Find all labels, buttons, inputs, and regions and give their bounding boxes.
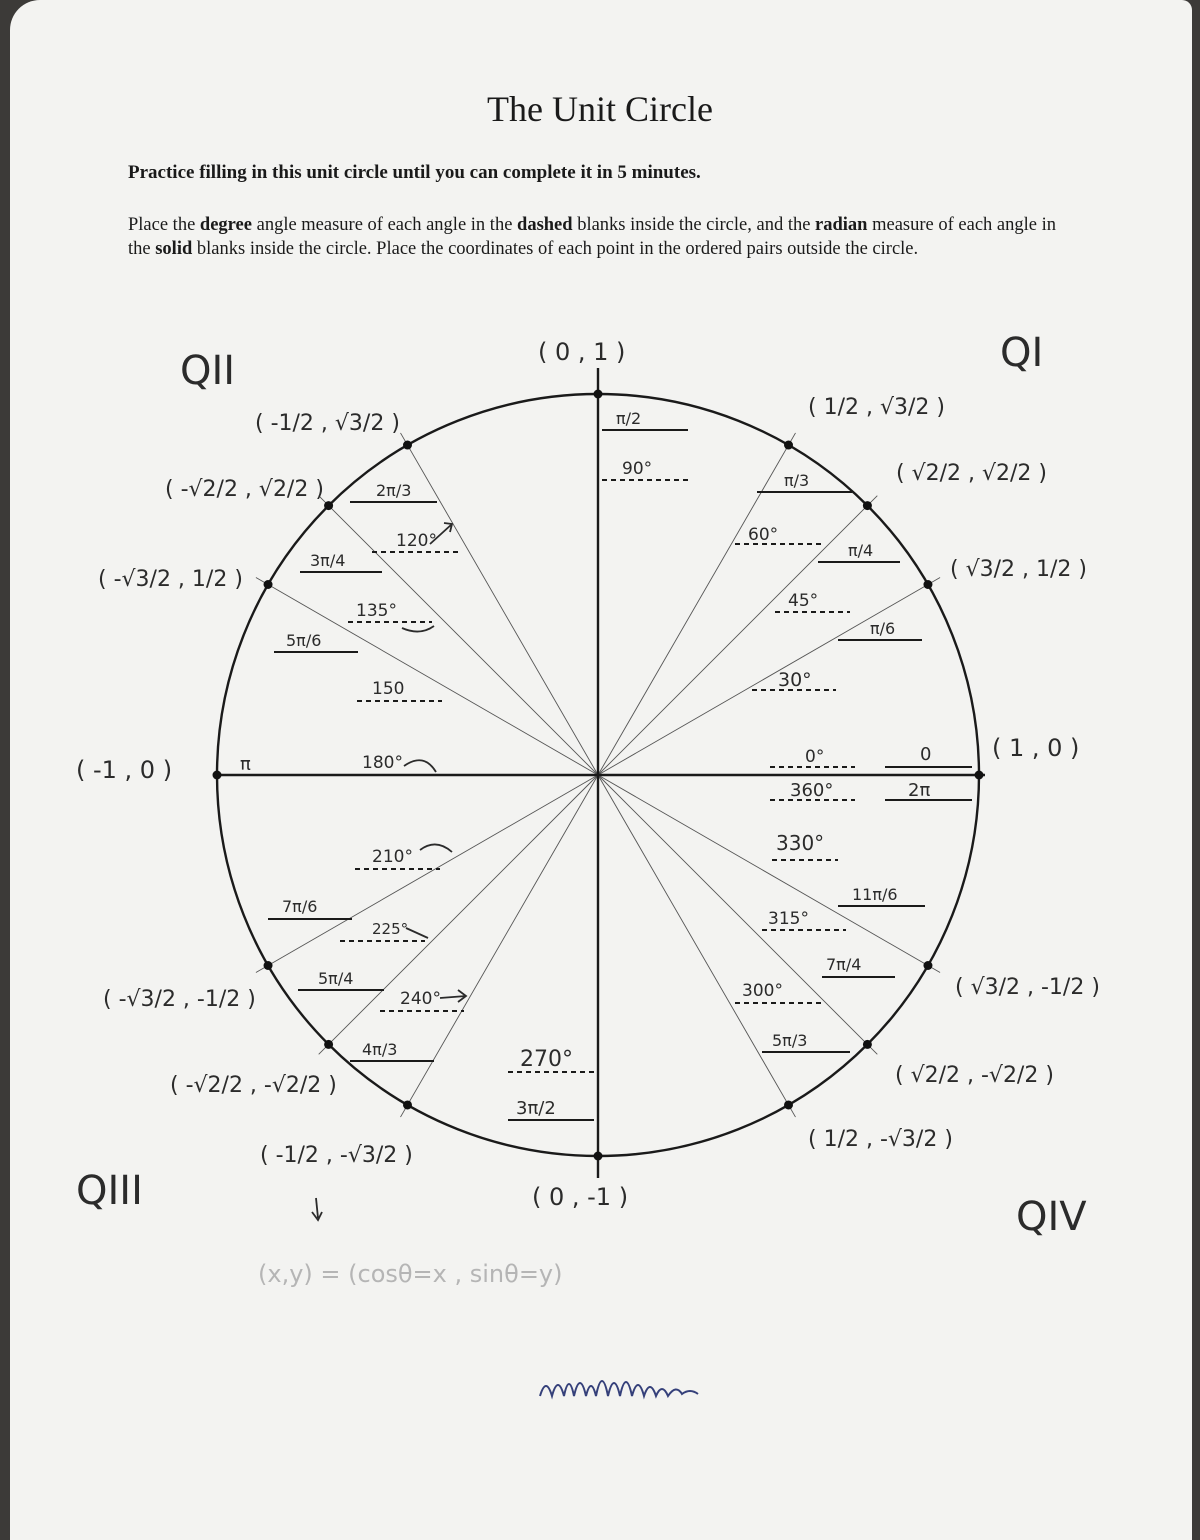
degree-225: 225° bbox=[372, 920, 409, 938]
radian-330: 11π/6 bbox=[852, 885, 898, 904]
degree-360: 360° bbox=[790, 780, 834, 801]
radian-300: 5π/3 bbox=[772, 1031, 808, 1050]
radian-0: 0 bbox=[920, 744, 932, 765]
degree-315: 315° bbox=[768, 909, 809, 929]
coord-180: ( -1 , 0 ) bbox=[76, 756, 173, 784]
coord-225: ( -√2/2 , -√2/2 ) bbox=[170, 1073, 337, 1098]
coord-60: ( 1/2 , √3/2 ) bbox=[808, 395, 945, 420]
page-title: The Unit Circle bbox=[487, 89, 713, 129]
arrow-icon bbox=[312, 1198, 322, 1220]
coord-45: ( √2/2 , √2/2 ) bbox=[896, 461, 1047, 486]
quadrant-label-q1: QI bbox=[1000, 330, 1044, 376]
instr-text: angle measure of each angle in the bbox=[251, 215, 518, 235]
radian-270: 3π/2 bbox=[516, 1098, 556, 1119]
coord-240: ( -1/2 , -√3/2 ) bbox=[260, 1143, 413, 1168]
coord-135: ( -√2/2 , √2/2 ) bbox=[165, 477, 324, 502]
radian-120: 2π/3 bbox=[376, 481, 412, 500]
quadrant-label-q3: QIII bbox=[76, 1168, 143, 1214]
coord-30: ( √3/2 , 1/2 ) bbox=[950, 557, 1087, 582]
degree-240: 240° bbox=[400, 989, 441, 1009]
coord-150: ( -√3/2 , 1/2 ) bbox=[98, 567, 243, 592]
degree-45: 45° bbox=[788, 591, 819, 611]
coord-315: ( √2/2 , -√2/2 ) bbox=[895, 1063, 1054, 1088]
arrow-icon bbox=[406, 928, 428, 938]
instr-bold-solid: solid bbox=[155, 238, 193, 259]
spoke-60 bbox=[598, 433, 796, 775]
point-90 bbox=[594, 390, 603, 399]
coord-90: ( 0 , 1 ) bbox=[538, 338, 626, 366]
coord-270: ( 0 , -1 ) bbox=[532, 1183, 629, 1211]
radian-180: π bbox=[240, 754, 251, 775]
radian-315: 7π/4 bbox=[826, 955, 862, 974]
spoke-225 bbox=[319, 775, 598, 1054]
instr-text: measure of each angle in the bbox=[128, 215, 1056, 259]
coord-0: ( 1 , 0 ) bbox=[992, 734, 1080, 762]
instr-bold-degree: degree bbox=[199, 215, 252, 235]
arrow-icon bbox=[420, 844, 452, 852]
point-225 bbox=[324, 1040, 333, 1049]
spoke-300 bbox=[598, 775, 796, 1117]
point-300 bbox=[784, 1100, 793, 1109]
arrow-icon bbox=[440, 990, 466, 1002]
spoke-120 bbox=[401, 433, 599, 775]
radian-225: 5π/4 bbox=[318, 969, 354, 988]
instr-bold-dashed: dashed bbox=[517, 215, 573, 235]
point-315 bbox=[863, 1040, 872, 1049]
coord-210: ( -√3/2 , -1/2 ) bbox=[103, 987, 256, 1012]
radian-240: 4π/3 bbox=[362, 1040, 398, 1059]
point-180 bbox=[213, 771, 222, 780]
degree-330: 330° bbox=[776, 831, 825, 855]
quadrant-label-q4: QIV bbox=[1016, 1194, 1087, 1240]
coord-120: ( -1/2 , √3/2 ) bbox=[255, 411, 400, 436]
radian-150: 5π/6 bbox=[286, 631, 322, 650]
degree-60: 60° bbox=[748, 525, 779, 545]
spoke-315 bbox=[598, 775, 877, 1054]
degree-210: 210° bbox=[372, 847, 413, 867]
degree-180: 180° bbox=[362, 753, 403, 773]
point-240 bbox=[403, 1100, 412, 1109]
radian-210: 7π/6 bbox=[282, 897, 318, 916]
degree-90: 90° bbox=[622, 459, 653, 479]
radian-90: π/2 bbox=[616, 409, 642, 428]
spoke-150 bbox=[256, 578, 598, 776]
pencil-formula: (x,y) = (cosθ=x , sinθ=y) bbox=[258, 1260, 563, 1288]
degree-150: 150 bbox=[372, 679, 405, 699]
coord-300: ( 1/2 , -√3/2 ) bbox=[808, 1127, 953, 1152]
point-150 bbox=[264, 580, 273, 589]
radian-labels bbox=[240, 409, 931, 1119]
spoke-330 bbox=[598, 775, 940, 973]
point-45 bbox=[863, 501, 872, 510]
point-0 bbox=[975, 771, 984, 780]
instr-text: blanks inside the circle, and the bbox=[572, 215, 816, 235]
hand-arrows bbox=[312, 523, 466, 1220]
point-30 bbox=[923, 580, 932, 589]
instr-text: blanks inside the circle. Place the coordinates of each point in the ordered pairs outside the circle. bbox=[192, 238, 919, 259]
point-270 bbox=[594, 1152, 603, 1161]
degree-120: 120° bbox=[396, 531, 437, 551]
point-60 bbox=[784, 441, 793, 450]
radian-135: 3π/4 bbox=[310, 551, 346, 570]
radian-2pi: 2π bbox=[908, 780, 931, 801]
degree-30: 30° bbox=[778, 669, 812, 691]
degree-labels bbox=[356, 459, 833, 1072]
arrow-icon bbox=[404, 760, 436, 772]
instr-text: Place the bbox=[128, 215, 200, 235]
radian-60: π/3 bbox=[784, 471, 810, 490]
degree-135: 135° bbox=[356, 601, 397, 621]
spoke-135 bbox=[319, 496, 598, 775]
blue-scribble bbox=[540, 1381, 698, 1396]
point-120 bbox=[403, 441, 412, 450]
radian-45: π/4 bbox=[848, 541, 874, 560]
point-330 bbox=[923, 961, 932, 970]
spoke-210 bbox=[256, 775, 598, 973]
degree-300: 300° bbox=[742, 981, 783, 1001]
spoke-45 bbox=[598, 496, 877, 775]
coord-330: ( √3/2 , -1/2 ) bbox=[955, 975, 1100, 1000]
arrow-icon bbox=[402, 626, 434, 632]
quadrant-label-q2: QII bbox=[180, 348, 236, 394]
radian-30: π/6 bbox=[870, 619, 896, 638]
degree-0: 0° bbox=[805, 747, 825, 767]
practice-instruction: Practice filling in this unit circle until you can complete it in 5 minutes. bbox=[128, 162, 701, 183]
spoke-30 bbox=[598, 578, 940, 776]
instr-bold-radian: radian bbox=[815, 215, 868, 235]
point-135 bbox=[324, 501, 333, 510]
point-210 bbox=[264, 961, 273, 970]
degree-270: 270° bbox=[520, 1047, 573, 1072]
